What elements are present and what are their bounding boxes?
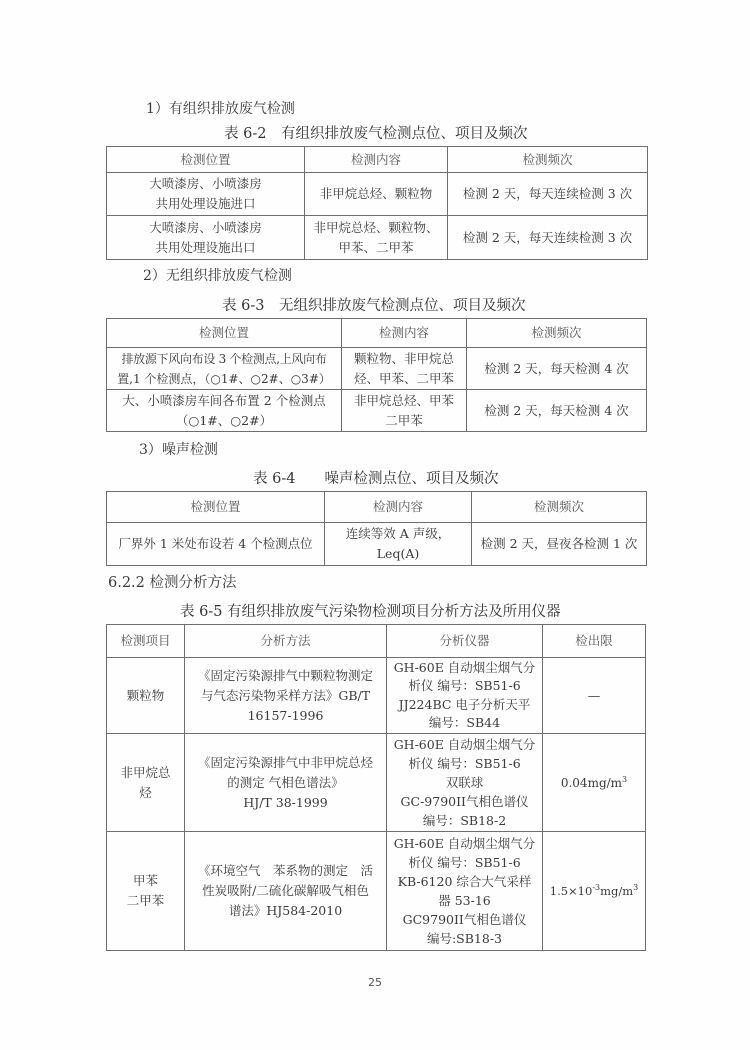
cell-item: 颗粒物 [107, 658, 185, 734]
cell-frequency: 检测 2 天，每天检测 4 次 [467, 390, 647, 432]
header-content: 检测内容 [342, 319, 467, 348]
section-heading-organized-emission: 1）有组织排放废气检测 [146, 101, 295, 117]
header-location: 检测位置 [107, 319, 342, 348]
cell-location: 大、小喷漆房车间各布置 2 个检测点 （○1#、○2#） [107, 390, 342, 432]
cell-limit: $1.5\times 10^{-3}mg/m^3$ [543, 832, 646, 951]
cell-item: 甲苯 二甲苯 [107, 832, 185, 951]
table-row [107, 390, 647, 432]
cell-location: 大喷漆房、小喷漆房 共用处理设施进口 [107, 173, 305, 216]
table-6-2 [106, 146, 648, 260]
header-content: 检测内容 [305, 147, 448, 173]
cell-content: 非甲烷总烃、颗粒物 [305, 173, 448, 216]
cell-instrument: GH-60E 自动烟尘烟气分 析仪 编号：SB51-6 JJ224BC 电子分析天平 编号：SB44 [387, 658, 543, 734]
header-frequency: 检测频次 [448, 147, 648, 173]
table-6-3 [106, 318, 647, 432]
cell-instrument: GH-60E 自动烟尘烟气分 析仪 编号：SB51-6 KB-6120 综合大气采样 器 53-16 GC9790II气相色谱仪 编号:SB18-3 [387, 832, 543, 951]
cell-method: 《固定污染源排气中颗粒物测定 与气态污染物采样方法》GB/T 16157-1996 [185, 658, 387, 734]
cell-content: 非甲烷总烃、颗粒物、 甲苯、二甲苯 [305, 216, 448, 260]
header-frequency: 检测频次 [467, 319, 647, 348]
cell-method: 《环境空气 苯系物的测定 活 性炭吸附/二硫化碳解吸气相色 谱法》HJ584-2010 [185, 832, 387, 951]
table-row [107, 348, 647, 390]
header-location: 检测位置 [107, 492, 325, 523]
table-caption-6-2: 表 6-2 有组织排放废气检测点位、项目及频次 [224, 126, 528, 142]
header-content: 检测内容 [325, 492, 472, 523]
header-frequency: 检测频次 [472, 492, 647, 523]
cell-frequency: 检测 2 天，昼夜各检测 1 次 [472, 523, 647, 566]
table-6-4 [106, 491, 647, 566]
table-caption-6-5: 表 6-5 有组织排放废气污染物检测项目分析方法及所用仪器 [180, 604, 561, 620]
cell-frequency: 检测 2 天，每天连续检测 3 次 [448, 173, 648, 216]
header-item: 检测项目 [107, 625, 185, 658]
cell-location: 大喷漆房、小喷漆房 共用处理设施出口 [107, 216, 305, 260]
table-row [107, 173, 648, 216]
cell-location: 排放源下风向布设 3 个检测点,上风向布 置,1 个检测点，（○1#、○2#、○3#） [107, 348, 342, 390]
table-row [107, 658, 646, 734]
cell-content: 颗粒物、非甲烷总 烃、甲苯、二甲苯 [342, 348, 467, 390]
cell-instrument: GH-60E 自动烟尘烟气分 析仪 编号：SB51-6 双联球 GC-9790II气相色谱仪 编号：SB18-2 [387, 734, 543, 832]
table-row [107, 216, 648, 260]
table-caption-6-4: 表 6-4 噪声检测点位、项目及频次 [253, 471, 499, 487]
cell-location: 厂界外 1 米处布设若 4 个检测点位 [107, 523, 325, 566]
cell-frequency: 检测 2 天，每天连续检测 3 次 [448, 216, 648, 260]
header-limit: 检出限 [543, 625, 646, 658]
table-row [107, 523, 647, 566]
section-heading-noise: 3）噪声检测 [139, 442, 218, 458]
cell-limit: $0.04mg/m^3$ [543, 734, 646, 832]
cell-content: 连续等效 A 声级， Leq(A) [325, 523, 472, 566]
cell-frequency: 检测 2 天，每天检测 4 次 [467, 348, 647, 390]
section-heading-analysis-method: 6.2.2 检测分析方法 [108, 575, 237, 591]
header-location: 检测位置 [107, 147, 305, 173]
header-instrument: 分析仪器 [387, 625, 543, 658]
cell-method: 《固定污染源排气中非甲烷总烃 的测定 气相色谱法》 HJ/T 38-1999 [185, 734, 387, 832]
table-6-5 [106, 624, 646, 951]
page-number: 25 [368, 976, 382, 989]
table-caption-6-3: 表 6-3 无组织排放废气检测点位、项目及频次 [222, 298, 526, 314]
table-row [107, 734, 646, 832]
cell-item: 非甲烷总 烃 [107, 734, 185, 832]
cell-limit: — [543, 658, 646, 734]
cell-content: 非甲烷总烃、甲苯 二甲苯 [342, 390, 467, 432]
table-row [107, 832, 646, 951]
header-method: 分析方法 [185, 625, 387, 658]
section-heading-unorganized-emission: 2）无组织排放废气检测 [143, 268, 292, 284]
